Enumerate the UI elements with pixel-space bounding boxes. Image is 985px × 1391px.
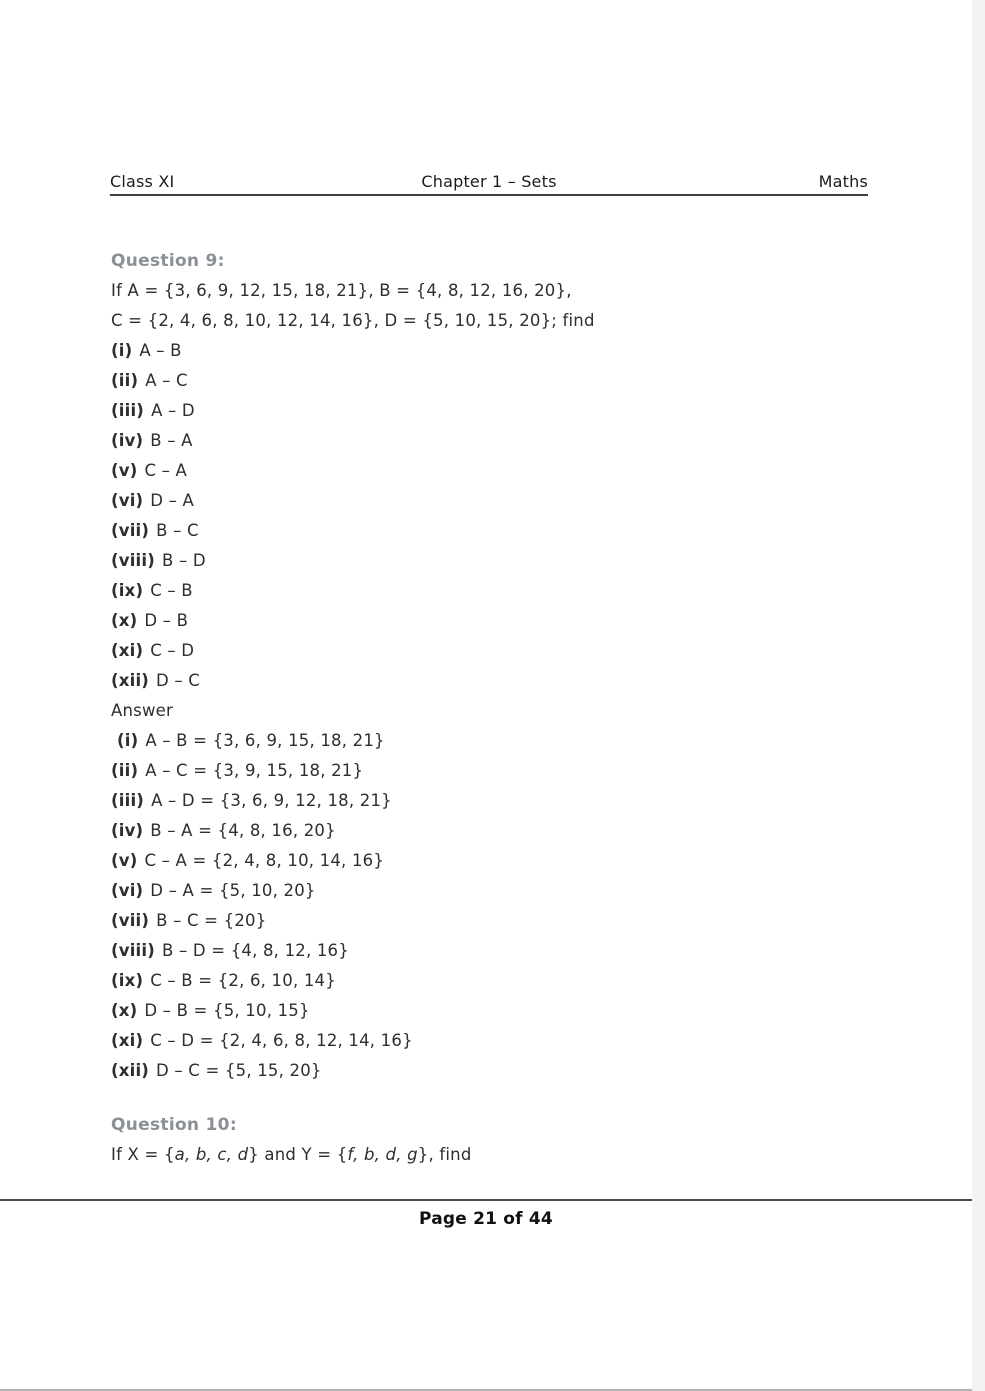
answer-item [111,816,851,846]
item-marker: (xii) [111,1061,150,1080]
question10-label: Question 10: [111,1115,237,1135]
item-text: D – B = {5, 10, 15} [144,1001,310,1020]
question-item [111,486,851,516]
question-item [111,636,851,666]
q10-segment: If X = { [111,1145,175,1164]
item-text: C – D = {2, 4, 6, 8, 12, 14, 16} [150,1031,413,1050]
item-marker: (viii) [111,551,156,570]
q10-segment-italic: f, b, d, g [347,1145,418,1164]
item-text: D – C = {5, 15, 20} [156,1061,322,1080]
item-marker: (vi) [111,491,144,510]
item-marker: (ix) [111,581,144,600]
item-text: C – A [144,461,188,480]
page-number: Page 21 of 44 [419,1209,553,1229]
item-text: A – C [145,371,188,390]
item-text: B – C [156,521,199,540]
header-chapter-title: Chapter 1 – Sets [421,172,557,191]
answer-item [111,726,851,756]
q10-segment-italic: a, b, c, d [174,1145,249,1164]
header-class: Class XI [110,172,175,191]
question9-intro-line: C = {2, 4, 6, 8, 10, 12, 14, 16}, D = {5, 10, 15, 20}; find [111,311,595,330]
question-item [111,666,851,696]
item-text: C – D [150,641,195,660]
question9-label: Question 9: [111,251,225,271]
item-marker: (xii) [111,671,150,690]
item-marker: (xi) [111,1031,144,1050]
item-text: B – A = {4, 8, 16, 20} [150,821,336,840]
answer-item [111,906,851,936]
item-marker: (v) [111,851,138,870]
item-marker: (xi) [111,641,144,660]
footer-divider [0,1199,972,1201]
item-text: B – C = {20} [156,911,267,930]
question-item [111,396,851,426]
answer-item [111,876,851,906]
scrollbar-track[interactable] [972,0,985,1391]
item-marker: (iii) [111,791,145,810]
item-text: B – D = {4, 8, 12, 16} [162,941,349,960]
answer-item [111,996,851,1026]
answer-item [111,786,851,816]
answer-item [111,1026,851,1056]
item-marker: (i) [117,731,139,750]
q10-segment: } and Y = { [248,1145,348,1164]
item-marker: (ix) [111,971,144,990]
question-item [111,606,851,636]
item-text: C – B [150,581,193,600]
question-item [111,516,851,546]
question-item [111,456,851,486]
question-item [111,366,851,396]
answer-item [111,966,851,996]
answer-item [111,846,851,876]
question-item [111,336,851,366]
question-item [111,576,851,606]
item-marker: (x) [111,1001,138,1020]
page-header [110,172,868,196]
item-text: B – A [150,431,193,450]
item-text: D – B [144,611,189,630]
page-content [111,246,851,1170]
item-marker: (x) [111,611,138,630]
item-text: C – A = {2, 4, 8, 10, 14, 16} [144,851,385,870]
header-subject: Maths [818,172,868,191]
item-text: D – A [150,491,195,510]
item-text: B – D [162,551,206,570]
item-marker: (viii) [111,941,156,960]
answer-item [111,756,851,786]
item-marker: (v) [111,461,138,480]
item-text: C – B = {2, 6, 10, 14} [150,971,336,990]
item-marker: (vii) [111,911,150,930]
item-text: A – D [151,401,195,420]
item-marker: (vi) [111,881,144,900]
item-marker: (iv) [111,431,144,450]
item-text: D – C [156,671,201,690]
item-text: D – A = {5, 10, 20} [150,881,316,900]
item-text: A – C = {3, 9, 15, 18, 21} [145,761,364,780]
question9-intro-line: If A = {3, 6, 9, 12, 15, 18, 21}, B = {4, 8, 12, 16, 20}, [111,281,572,300]
question-item [111,426,851,456]
q10-segment: }, find [417,1145,472,1164]
question10-intro [111,1140,851,1170]
item-text: A – B = {3, 6, 9, 15, 18, 21} [145,731,385,750]
answer-label: Answer [111,701,173,720]
answer-item [111,936,851,966]
item-marker: (iv) [111,821,144,840]
item-text: A – B [139,341,182,360]
item-marker: (vii) [111,521,150,540]
question-item [111,546,851,576]
item-text: A – D = {3, 6, 9, 12, 18, 21} [151,791,392,810]
answer-item [111,1056,851,1086]
item-marker: (ii) [111,371,139,390]
item-marker: (ii) [111,761,139,780]
item-marker: (iii) [111,401,145,420]
item-marker: (i) [111,341,133,360]
